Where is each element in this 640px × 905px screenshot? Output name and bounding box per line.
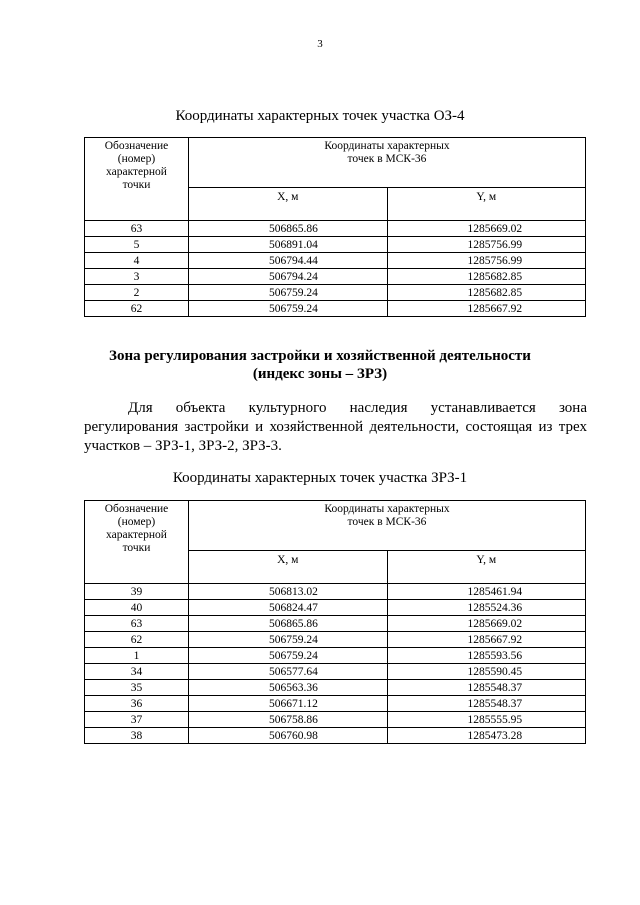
table2-y-header: Y, м bbox=[387, 551, 586, 584]
x-value: 506759.24 bbox=[189, 301, 388, 317]
y-value: 1285669.02 bbox=[387, 616, 586, 632]
y-value: 1285756.99 bbox=[387, 253, 586, 269]
table-row bbox=[85, 648, 586, 664]
point-id: 39 bbox=[85, 584, 189, 600]
table-row bbox=[85, 728, 586, 744]
point-id: 35 bbox=[85, 680, 189, 696]
table2-id-header bbox=[85, 501, 189, 584]
coords-header-line: точек в МСК-36 bbox=[347, 153, 427, 165]
y-value: 1285667.92 bbox=[387, 301, 586, 317]
zone-title-line2: (индекс зоны – ЗРЗ) bbox=[252, 366, 388, 382]
x-value: 506891.04 bbox=[189, 237, 388, 253]
table1 bbox=[84, 137, 586, 317]
table1-caption: Координаты характерных точек участка ОЗ-4 bbox=[175, 108, 465, 124]
id-header-line: (номер) bbox=[117, 516, 156, 528]
point-id: 63 bbox=[85, 221, 189, 237]
x-value: 506759.24 bbox=[189, 648, 388, 664]
point-id: 38 bbox=[85, 728, 189, 744]
x-value: 506813.02 bbox=[189, 584, 388, 600]
zone-title bbox=[0, 347, 640, 383]
y-value: 1285473.28 bbox=[387, 728, 586, 744]
y-value: 1285548.37 bbox=[387, 680, 586, 696]
y-value: 1285682.85 bbox=[387, 269, 586, 285]
table-row bbox=[85, 632, 586, 648]
id-header-line: характерной bbox=[106, 529, 167, 541]
x-value: 506577.64 bbox=[189, 664, 388, 680]
id-header-line: характерной bbox=[106, 166, 167, 178]
point-id: 37 bbox=[85, 712, 189, 728]
table2-coords-header bbox=[189, 501, 586, 551]
table-row bbox=[85, 696, 586, 712]
table-row bbox=[85, 680, 586, 696]
x-value: 506759.24 bbox=[189, 632, 388, 648]
table2-caption: Координаты характерных точек участка ЗРЗ-1 bbox=[172, 470, 468, 486]
table1-x-header: X, м bbox=[189, 188, 388, 221]
y-value: 1285593.56 bbox=[387, 648, 586, 664]
x-value: 506794.44 bbox=[189, 253, 388, 269]
table-row bbox=[85, 600, 586, 616]
y-value: 1285548.37 bbox=[387, 696, 586, 712]
table1-y-header: Y, м bbox=[387, 188, 586, 221]
coords-header-line: Координаты характерных bbox=[324, 140, 450, 152]
table-row bbox=[85, 616, 586, 632]
point-id: 40 bbox=[85, 600, 189, 616]
point-id: 62 bbox=[85, 632, 189, 648]
table-row bbox=[85, 584, 586, 600]
id-header-line: точки bbox=[122, 542, 151, 554]
table-row bbox=[85, 285, 586, 301]
x-value: 506824.47 bbox=[189, 600, 388, 616]
y-value: 1285756.99 bbox=[387, 237, 586, 253]
id-header-line: (номер) bbox=[117, 153, 156, 165]
point-id: 62 bbox=[85, 301, 189, 317]
x-value: 506671.12 bbox=[189, 696, 388, 712]
x-value: 506794.24 bbox=[189, 269, 388, 285]
zone-paragraph: Для объекта культурного наследия устанавливается зона регулирования застройки и хозяйственной деятельности, состоящая из трех участков – ЗРЗ-1, ЗРЗ-2, ЗРЗ-3. bbox=[84, 400, 587, 454]
table-row bbox=[85, 253, 586, 269]
table-row bbox=[85, 712, 586, 728]
table1-coords-header bbox=[189, 138, 586, 188]
y-value: 1285667.92 bbox=[387, 632, 586, 648]
table-row bbox=[85, 237, 586, 253]
point-id: 36 bbox=[85, 696, 189, 712]
table-row bbox=[85, 221, 586, 237]
x-value: 506865.86 bbox=[189, 221, 388, 237]
point-id: 63 bbox=[85, 616, 189, 632]
coords-header-line: Координаты характерных bbox=[324, 503, 450, 515]
x-value: 506759.24 bbox=[189, 285, 388, 301]
table2-x-header: X, м bbox=[189, 551, 388, 584]
point-id: 34 bbox=[85, 664, 189, 680]
zone-title-line1: Зона регулирования застройки и хозяйственной деятельности bbox=[109, 348, 531, 364]
point-id: 2 bbox=[85, 285, 189, 301]
y-value: 1285555.95 bbox=[387, 712, 586, 728]
id-header-line: Обозначение bbox=[104, 140, 169, 152]
table-row bbox=[85, 301, 586, 317]
y-value: 1285461.94 bbox=[387, 584, 586, 600]
table1-id-header bbox=[85, 138, 189, 221]
x-value: 506865.86 bbox=[189, 616, 388, 632]
point-id: 4 bbox=[85, 253, 189, 269]
table-row bbox=[85, 269, 586, 285]
y-value: 1285590.45 bbox=[387, 664, 586, 680]
y-value: 1285524.36 bbox=[387, 600, 586, 616]
coords-header-line: точек в МСК-36 bbox=[347, 516, 427, 528]
x-value: 506758.86 bbox=[189, 712, 388, 728]
table-row bbox=[85, 664, 586, 680]
id-header-line: точки bbox=[122, 179, 151, 191]
point-id: 3 bbox=[85, 269, 189, 285]
point-id: 1 bbox=[85, 648, 189, 664]
table2 bbox=[84, 500, 586, 744]
x-value: 506760.98 bbox=[189, 728, 388, 744]
y-value: 1285682.85 bbox=[387, 285, 586, 301]
point-id: 5 bbox=[85, 237, 189, 253]
y-value: 1285669.02 bbox=[387, 221, 586, 237]
x-value: 506563.36 bbox=[189, 680, 388, 696]
page-number: 3 bbox=[317, 38, 323, 50]
id-header-line: Обозначение bbox=[104, 503, 169, 515]
